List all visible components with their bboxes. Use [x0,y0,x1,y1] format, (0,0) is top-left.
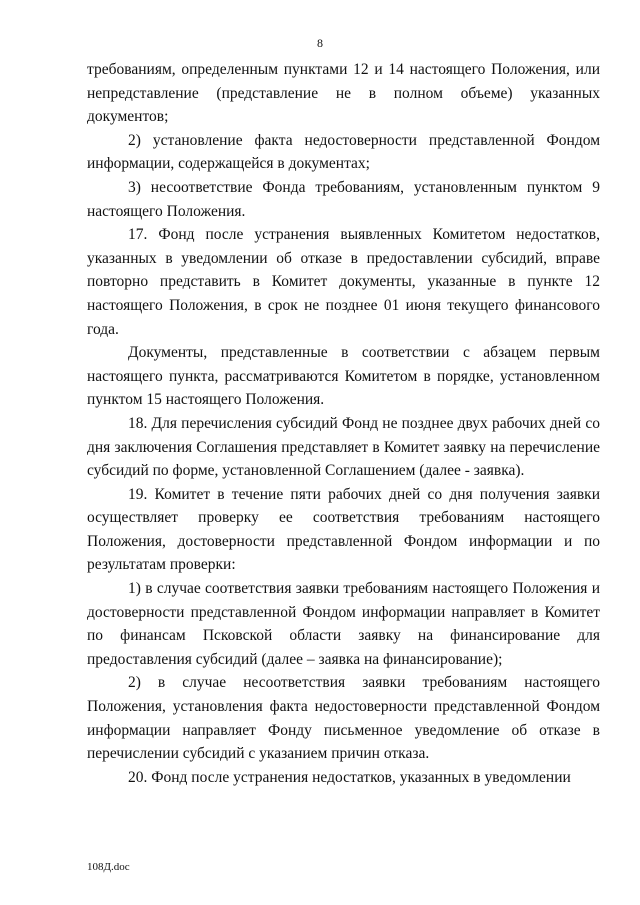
paragraph: 17. Фонд после устранения выявленных Комитетом недостатков, указанных в уведомлении об отказе в предоставлении субсидий, вправе повторно представить в Комитет документы, указанные в пункте 12 настоящего Положения, в срок не позднее 01 июня текущего финансового года. [87,226,600,338]
paragraph: 2) установление факта недостоверности представленной Фондом информации, содержащейся в документах; [87,131,600,173]
document-body [87,58,600,789]
paragraph: 2) в случае несоответствия заявки требованиям настоящего Положения, установления факта недостоверности представленной Фондом информации направляет Фонду письменное уведомление об отказе в перечислении субсидий с указанием причин отказа. [87,674,600,763]
page-number: 8 [317,36,323,50]
paragraph: 3) несоответствие Фонда требованиям, установленным пунктом 9 настоящего Положения. [87,178,600,220]
file-name-footer: 108Д.doc [87,861,130,873]
paragraph: 19. Комитет в течение пяти рабочих дней со дня получения заявки осуществляет проверку ее соответствия требованиям настоящего Положения, достоверности представленной Фондом информации и по результатам проверки: [87,485,600,574]
paragraph: 1) в случае соответствия заявки требованиям настоящего Положения и достоверности представленной Фондом информации направляет в Комитет по финансам Псковской области заявку на финансирование для предоставления субсидий (далее – заявка на финансирование); [87,580,600,668]
paragraph: 18. Для перечисления субсидий Фонд не позднее двух рабочих дней со дня заключения Соглашения представляет в Комитет заявку на перечисление субсидий по форме, установленной Соглашением (далее - заявка). [87,414,600,480]
paragraph: требованиям, определенным пунктами 12 и 14 настоящего Положения, или непредставление (представление не в полном объеме) указанных документов; [87,61,600,126]
paragraph: Документы, представленные в соответствии с абзацем первым настоящего пункта, рассматриваются Комитетом в порядке, установленном пунктом 15 настоящего Положения. [87,344,600,409]
paragraph: 20. Фонд после устранения недостатков, указанных в уведомлении [128,768,571,786]
